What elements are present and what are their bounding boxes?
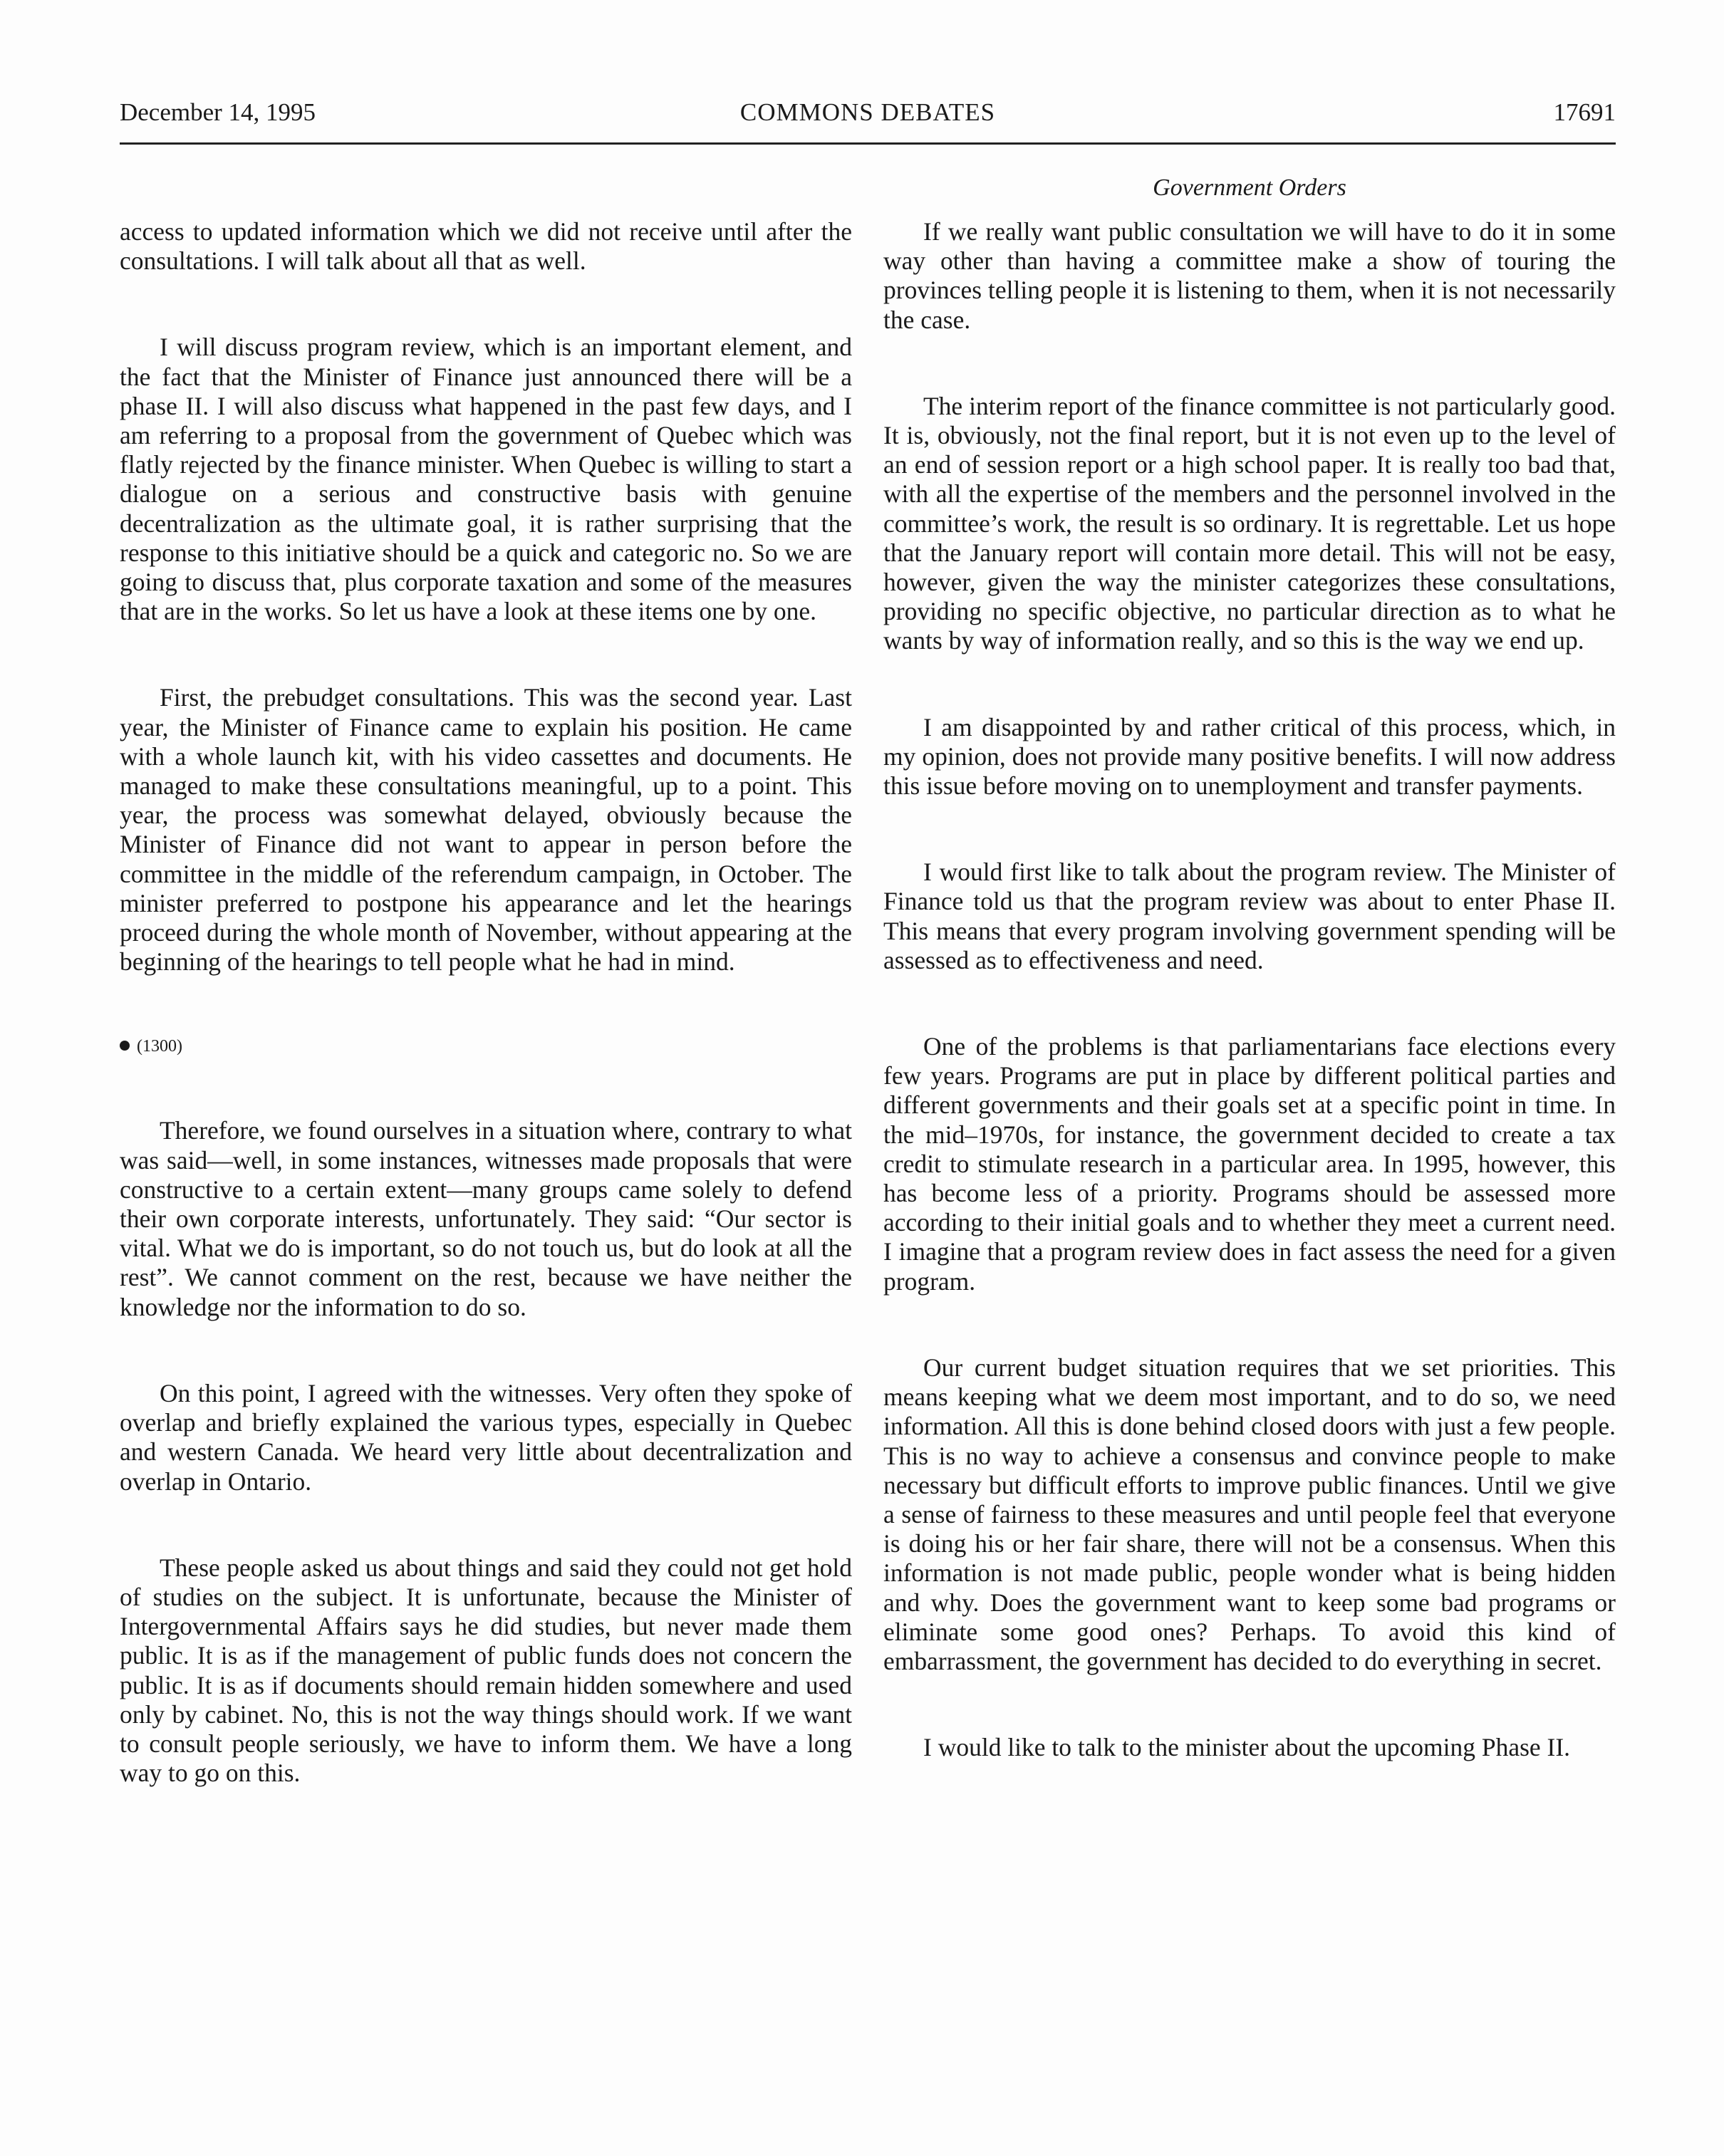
time-marker — [120, 1033, 852, 1059]
page-number: 17691 — [1553, 98, 1616, 126]
paragraph: On this point, I agreed with the witnesses. Very often they spoke of overlap and briefly explained the various types, especially in Quebec and western Canada. We heard very little about decentralization and overlap in Ontario. — [120, 1378, 852, 1496]
paragraph: I would like to talk to the minister about the upcoming Phase II. — [923, 1733, 1571, 1762]
paragraph: Therefore, we found ourselves in a situation where, contrary to what was said—well, in some instances, witnesses made proposals that were constructive to a certain extent—many groups came solely to defend their own corporate interests, unfortunately. They said: “Our sector is vital. What we do is important, so do not touch us, but do look at all the rest”. We cannot comment on the rest, because we have neither the knowledge nor the information to do so. — [120, 1116, 852, 1321]
paragraph: These people asked us about things and said they could not get hold of studies on the subject. It is unfortunate, because the Minister of Intergovernmental Affairs says he did studies, but never made them public. It is as if the management of public funds does not concern the public. It is as if documents should remain hidden somewhere and used only by cabinet. No, this is not the way things should work. If we want to consult people seriously, we have to inform them. We have a long way to go on this. — [120, 1553, 852, 1788]
page-header — [120, 98, 1616, 141]
paragraph: I would first like to talk about the program review. The Minister of Finance told us that the program review was about to enter Phase II. This means that every program involving government spending will be assessed as to effectiveness and need. — [883, 858, 1616, 974]
paragraph: Our current budget situation requires that we set priorities. This means keeping what we deem most important, and to do so, we need information. All this is done behind closed doors with just a few people. This is no way to achieve a consensus and convince people to make necessary but difficult efforts to improve public finances. Until we give a sense of fairness to these measures and until people feel that everyone is doing his or her fair share, there will not be a consensus. When this information is not made public, people wonder what is being hidden and why. Does the government want to keep some bad programs or eliminate some good ones? Perhaps. To avoid this kind of embarrassment, the government has decided to do everything in secret. — [883, 1353, 1616, 1675]
time-marker-text: (1300) — [137, 1037, 182, 1056]
paragraph: One of the problems is that parliamentarians face elections every few years. Programs are put in place by different political parties and different governments and their goals set at a specific point in time. In the mid–1970s, for instance, the government decided to create a tax credit to stimulate research in a particular area. In 1995, however, this has become less of a priority. Programs should be assessed more according to their initial goals and to whether they meet a current need. I imagine that a program review does in fact assess the need for a given program. — [883, 1032, 1616, 1296]
paragraph: The interim report of the finance committee is not particularly good. It is, obviously, not the final report, but it is not even up to the level of an end of session report or a high school paper. It is really too bad that, with all the expertise of the members and the personnel involved in the committee’s work, the result is so ordinary. It is regrettable. Let us hope that the January report will contain more detail. This will not be easy, however, given the way the minister categorizes these consultations, providing no specific objective, no particular direction as to what he wants by way of information really, and so this is the way we end up. — [883, 391, 1616, 655]
section-label: Government Orders — [1153, 175, 1346, 201]
paragraph: If we really want public consultation we will have to do it in some way other than having a committee make a show of touring the provinces telling people it is listening to them, when it is not necessarily the case. — [883, 217, 1616, 334]
paragraph: I am disappointed by and rather critical of this process, which, in my opinion, does not provide many positive benefits. I will now address this issue before moving on to unemployment and transfer payments. — [883, 712, 1616, 801]
paragraph: I will discuss program review, which is an important element, and the fact that the Minister of Finance just announced there will be a phase II. I will also discuss what happened in the past few days, and I am referring to a proposal from the government of Quebec which was flatly rejected by the finance minister. When Quebec is willing to start a dialogue on a serious and constructive basis with genuine decentralization as the ultimate goal, it is rather surprising that the response to this initiative should be a quick and categoric no. So we are going to discuss that, plus corporate taxation and some of the measures that are in the works. So let us have a look at these items one by one. — [120, 333, 852, 626]
bullet-icon — [120, 1041, 130, 1051]
paragraph: access to updated information which we did not receive until after the consultations. I will talk about all that as well. — [120, 217, 852, 276]
header-rule — [120, 142, 1616, 145]
paragraph: First, the prebudget consultations. This was the second year. Last year, the Minister of Finance came to explain his position. He came with a whole launch kit, with his video cassettes and documents. He managed to make these consultations meaningful, up to a point. This year, the process was somewhat delayed, obviously because the Minister of Finance did not want to appear in person before the committee in the middle of the referendum campaign, in October. The minister preferred to postpone his appearance and let the hearings proceed during the whole month of November, without appearing at the beginning of the hearings to tell people what he had in mind. — [120, 683, 852, 977]
left-column — [120, 217, 852, 1845]
right-column — [883, 217, 1616, 1819]
header-date: December 14, 1995 — [120, 98, 316, 126]
header-title: COMMONS DEBATES — [739, 98, 996, 126]
